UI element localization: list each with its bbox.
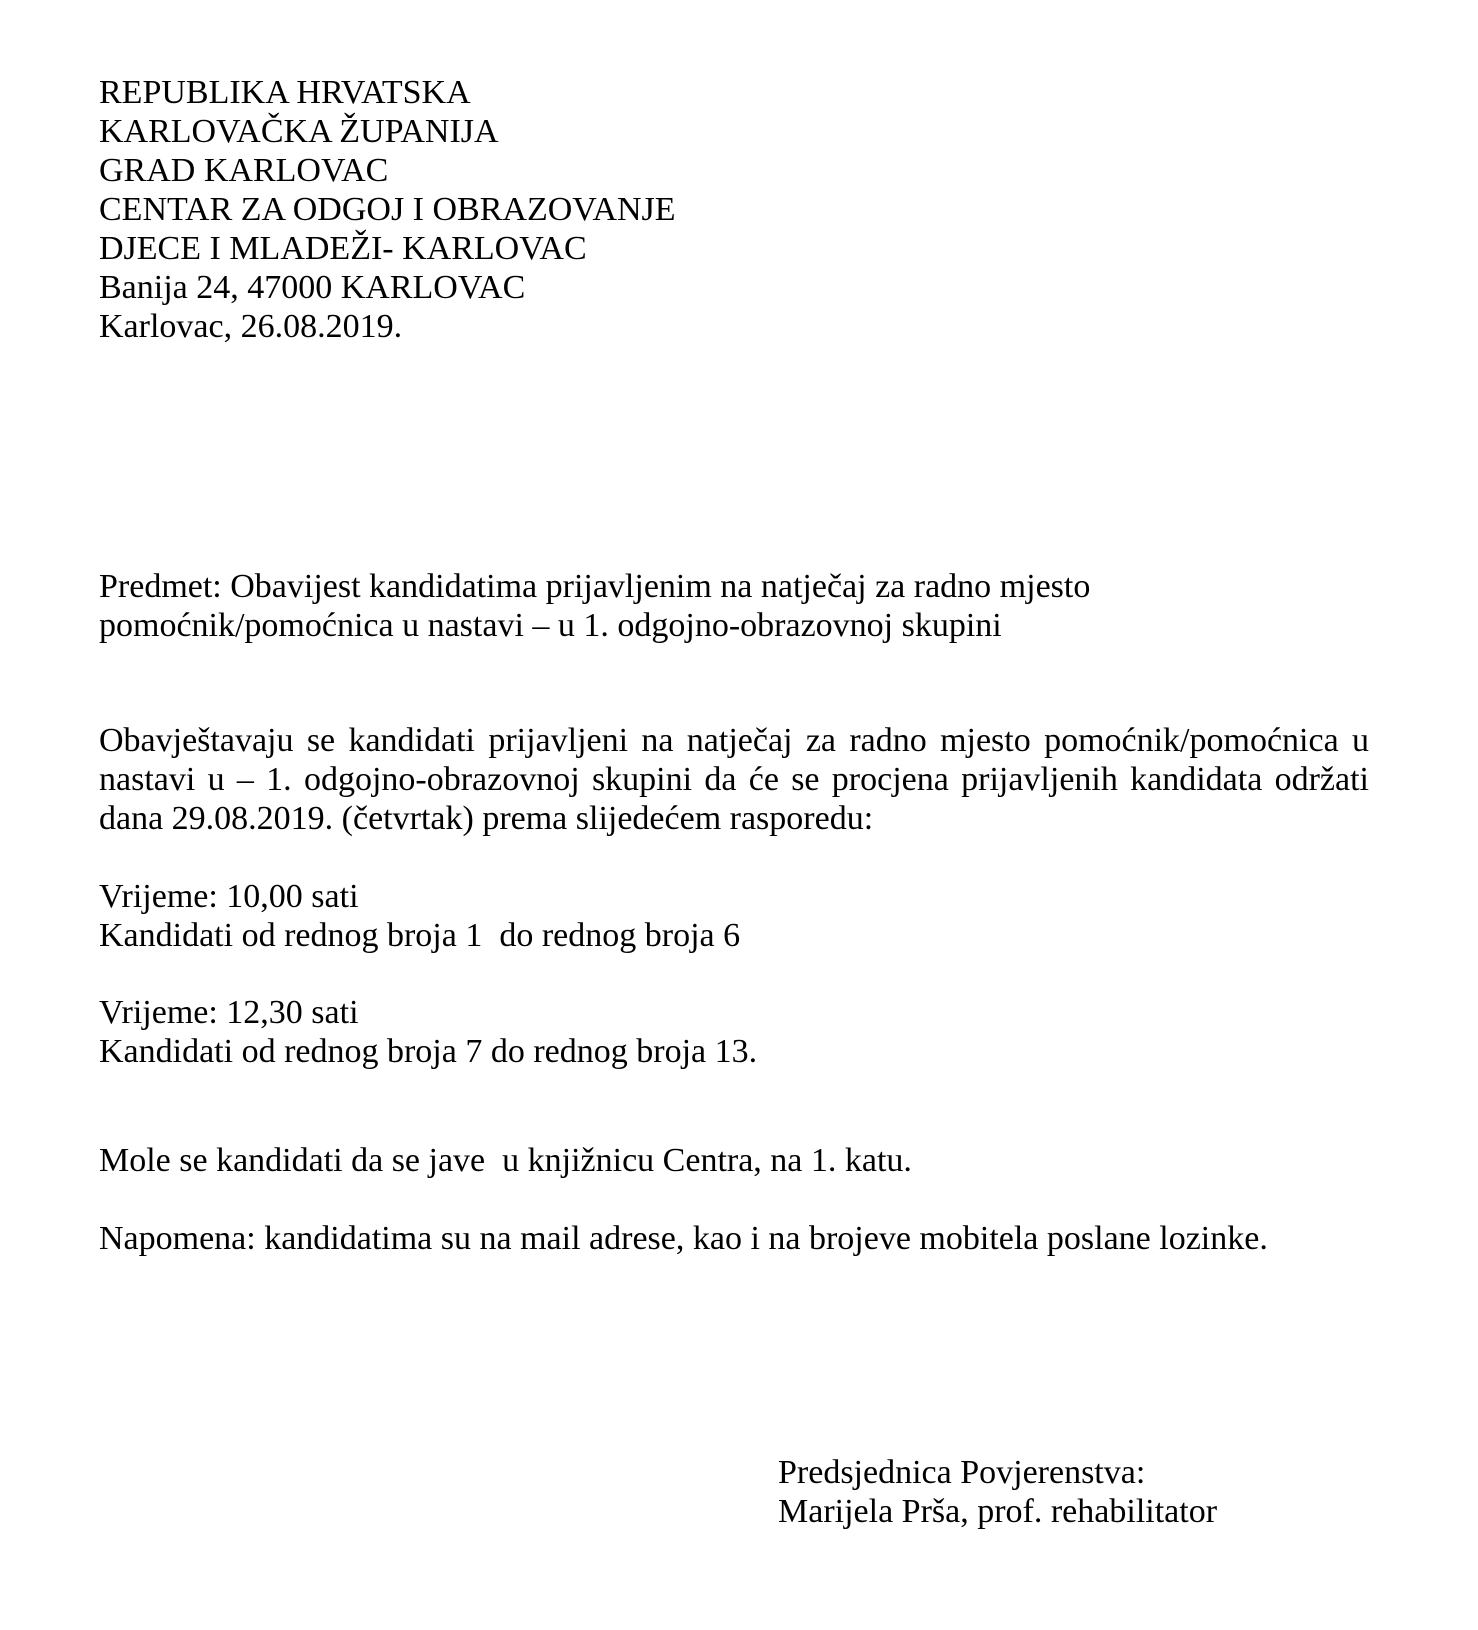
password-note: Napomena: kandidatima su na mail adrese, kao i na brojeve mobitela poslane lozinke. [99,1220,1268,1257]
letterhead-line-address: Banija 24, 47000 KARLOVAC [99,269,526,306]
letterhead [99,73,1369,346]
signature-name: Marijela Prša, prof. rehabilitator [778,1493,1218,1530]
signature-block [778,1453,1378,1531]
body-paragraph: Obavještavaju se kandidati prijavljeni na natječaj za radno mjesto pomoćnik/pomoćnica u nastavi u – 1. odgojno-obrazovnoj skupini da će se procjena prijavljenih kandidata održati dana 29.08.2019. (četvrtak) prema slijedećem rasporedu: [99,722,1369,837]
schedule-time: Vrijeme: 12,30 sati [99,994,359,1031]
letterhead-line-institution-1: CENTAR ZA ODGOJ I OBRAZOVANJE [99,191,676,228]
signature-title: Predsjednica Povjerenstva: [778,1454,1146,1491]
schedule-candidates: Kandidati od rednog broja 7 do rednog broja 13. [99,1033,758,1070]
letterhead-line-country: REPUBLIKA HRVATSKA [99,74,471,111]
location-note: Mole se kandidati da se jave u knjižnicu Centra, na 1. katu. [99,1142,912,1179]
subject-line: Predmet: Obavijest kandidatima prijavljenim na natječaj za radno mjesto pomoćnik/pomoćnica u nastavi – u 1. odgojno-obrazovnoj skupini [99,568,1091,644]
schedule-time: Vrijeme: 10,00 sati [99,878,359,915]
schedule-slot-2 [99,993,1369,1071]
letterhead-line-city: GRAD KARLOVAC [99,152,389,189]
schedule-candidates: Kandidati od rednog broja 1 do rednog broja 6 [99,917,741,954]
letterhead-line-institution-2: DJECE I MLADEŽI- KARLOVAC [99,230,587,267]
letterhead-place-date: Karlovac, 26.08.2019. [99,308,403,345]
letterhead-line-county: KARLOVAČKA ŽUPANIJA [99,113,499,150]
schedule-slot-1 [99,877,1369,955]
